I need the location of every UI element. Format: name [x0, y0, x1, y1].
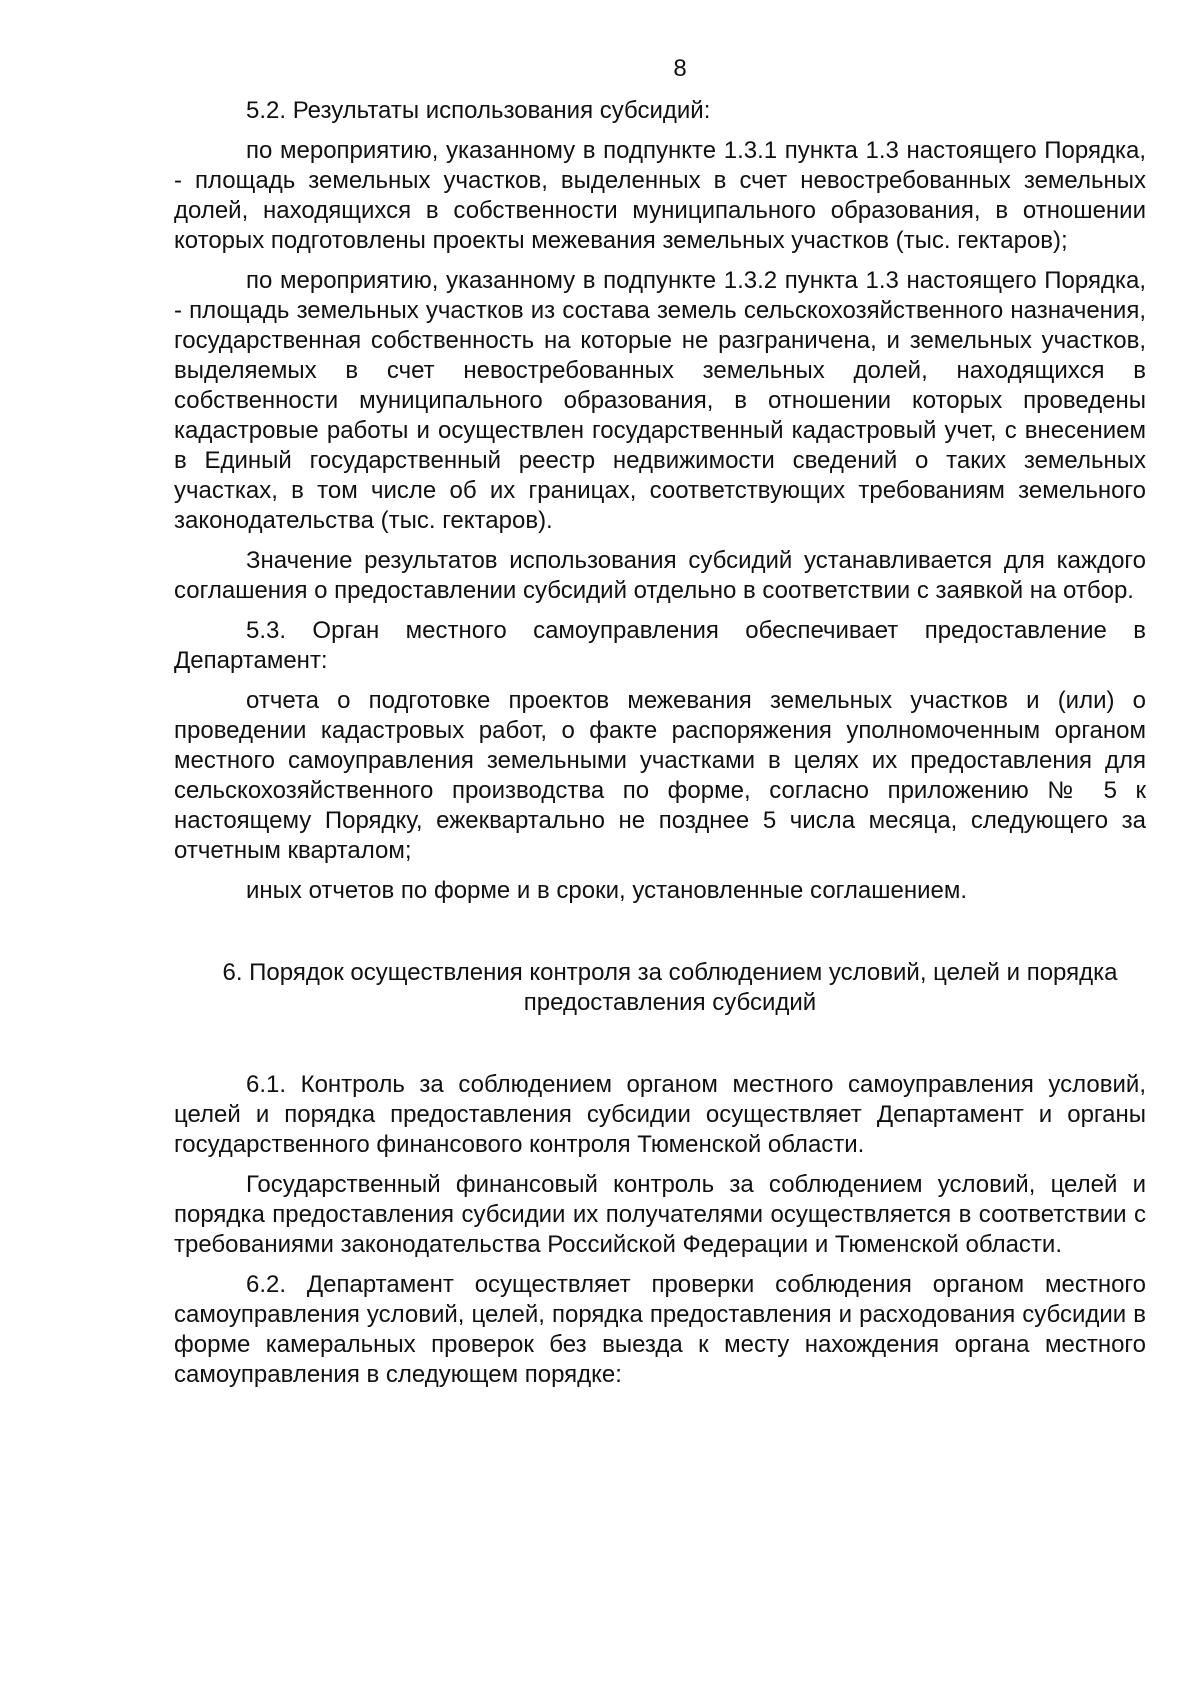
paragraph-result-values: Значение результатов использования субсидий устанавливается для каждого соглашения о предоставлении субсидий отдельно в соответствии с заявкой на отбор.	[174, 547, 1146, 604]
paragraph-result-1-3-1: по мероприятию, указанному в подпункте 1.3.1 пункта 1.3 настоящего Порядка, - площадь земельных участков, выделенных в счет невостребованных земельных долей, находящихся в собственности муниципального образования, в отношении которых подготовлены проекты межевания земельных участков (тыс. гектаров);	[174, 137, 1146, 254]
paragraph-6-1: 6.1. Контроль за соблюдением органом местного самоуправления условий, целей и порядка предоставления субсидии осуществляет Департамент и органы государственного финансового контроля Тюменской области.	[174, 1071, 1146, 1158]
paragraph-result-1-3-2: по мероприятию, указанному в подпункте 1.3.2 пункта 1.3 настоящего Порядка, - площадь земельных участков из состава земель сельскохозяйственного назначения, государственная собственность на которые не разграничена, и земельных участков, выделяемых в счет невостребованных земельных долей, находящихся в собственности муниципального образования, в отношении которых проведены кадастровые работы и осуществлен государственный кадастровый учет, с внесением в Единый государственный реестр недвижимости сведений о таких земельных участках, в том числе об их границах, соответствующих требованиям земельного законодательства (тыс. гектаров).	[174, 267, 1146, 534]
paragraph-5-2-heading: 5.2. Результаты использования субсидий:	[246, 97, 711, 124]
paragraph-5-3: 5.3. Орган местного самоуправления обеспечивает предоставление в Департамент:	[174, 617, 1146, 674]
page-number: 8	[673, 55, 687, 82]
paragraph-other-reports: иных отчетов по форме и в сроки, установленные соглашением.	[246, 877, 968, 904]
paragraph-report-cadastral: отчета о подготовке проектов межевания земельных участков и (или) о проведении кадастровых работ, о факте распоряжения уполномоченным органом местного самоуправления земельными участками в целях их предоставления для сельскохозяйственного производства по форме, согласно приложению № 5 к настоящему Порядку, ежеквартально не позднее 5 числа месяца, следующего за отчетным кварталом;	[174, 687, 1146, 864]
document-page	[174, 54, 1146, 1674]
paragraph-state-financial-control: Государственный финансовый контроль за соблюдением условий, целей и порядка предоставления субсидии их получателями осуществляется в соответствии с требованиями законодательства Российской Федерации и Тюменской области.	[174, 1171, 1146, 1258]
section-6-title: 6. Порядок осуществления контроля за соблюдением условий, целей и порядка предоставления субсидий	[222, 959, 1118, 1016]
paragraph-6-2: 6.2. Департамент осуществляет проверки соблюдения органом местного самоуправления условий, целей, порядка предоставления и расходования субсидии в форме камеральных проверок без выезда к месту нахождения органа местного самоуправления в следующем порядке:	[174, 1271, 1146, 1388]
